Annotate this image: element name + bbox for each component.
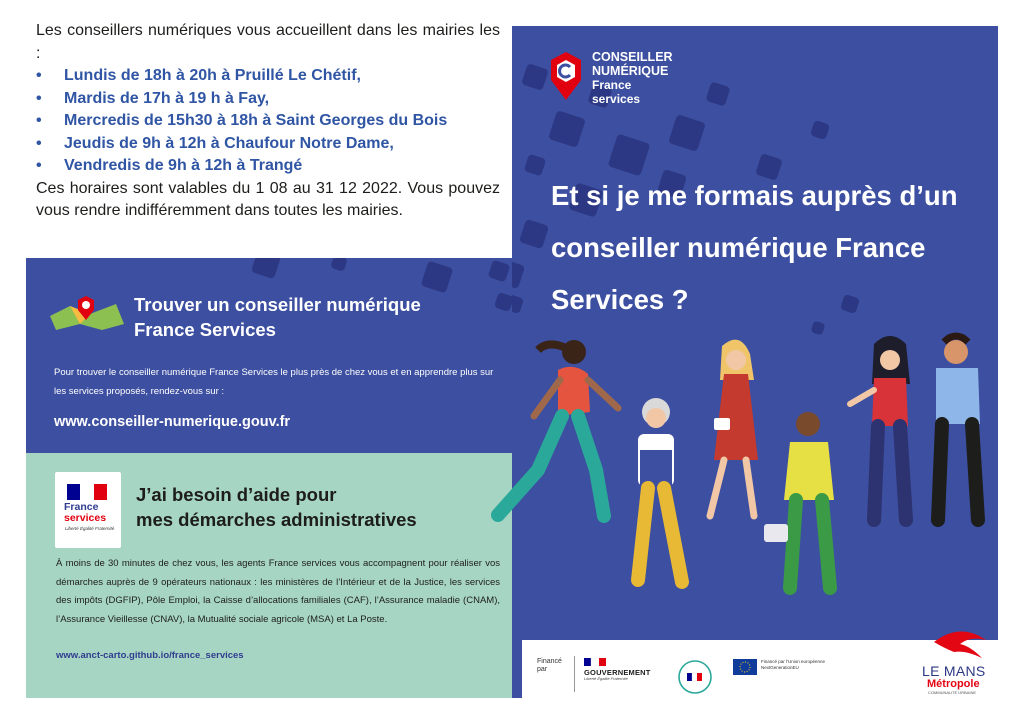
france-services-name — [64, 502, 106, 524]
person-illustration — [710, 340, 758, 516]
admin-help-title-line: J’ai besoin d’aide pour — [136, 484, 337, 505]
find-advisor-description: Pour trouver le conseiller numérique France Services le plus près de chez vous et en apprendre plus sur les services proposés, rendez-vous sur : — [54, 367, 494, 397]
conseiller-numerique-pin-icon — [548, 50, 584, 102]
bullet-icon: • — [36, 89, 42, 107]
person-illustration — [764, 412, 834, 588]
person-illustration — [638, 398, 682, 582]
bullet-icon: • — [36, 112, 42, 129]
conseiller-numerique-brand — [592, 50, 673, 106]
schedule-item-text: Vendredis de 9h à 12h à Trangé — [64, 157, 303, 174]
bullet-icon: • — [36, 67, 42, 84]
admin-help-title-line: mes démarches administratives — [136, 509, 417, 530]
schedule-outro: Ces horaires sont valables du 1 08 au 31 12 2022. Vous pouvez vous rendre indifféremment dans toutes les mairies. — [36, 179, 500, 219]
people-walking-illustration — [478, 320, 1018, 630]
schedule-intro: Les conseillers numériques vous accueillent dans les mairies les : — [36, 22, 500, 62]
schedule-item — [36, 65, 500, 88]
schedule-list — [36, 65, 500, 178]
admin-help-title — [136, 482, 417, 532]
republic-motto: Liberté Égalité Fraternité — [65, 526, 115, 531]
person-illustration — [850, 336, 910, 520]
schedule-item — [36, 155, 500, 178]
decorative-square — [810, 120, 830, 140]
brand-line: CONSEILLER — [592, 50, 673, 64]
france-services-line: France — [64, 501, 99, 513]
decorative-square — [421, 261, 454, 294]
decorative-square — [705, 81, 730, 106]
brand-line: services — [592, 92, 641, 106]
schedule-item-text: Mercredis de 15h30 à 18h à Saint Georges du Bois — [64, 112, 448, 129]
schedule-item-text: Lundis de 18h à 20h à Pruillé Le Chétif, — [64, 67, 361, 84]
person-illustration — [498, 340, 618, 516]
brand-line: NUMÉRIQUE — [592, 64, 669, 78]
le-mans-subtitle: COMMUNAUTÉ URBAINE — [928, 690, 977, 695]
france-services-logo — [55, 472, 121, 548]
marianne-flag-icon — [67, 484, 107, 500]
hero-headline: Et si je me formais auprès d’un conseiller numérique France Services ? — [551, 180, 958, 315]
schedule-item-text: Mardis de 17h à 19 h à Fay, — [64, 89, 270, 107]
schedule-item-text: Jeudis de 9h à 12h à Chaufour Notre Dame, — [64, 134, 394, 152]
bullet-icon: • — [36, 157, 42, 174]
find-advisor-title-line: Trouver un conseiller numérique — [134, 294, 421, 315]
france-relance-seal-icon — [677, 659, 713, 695]
gouvernement-logo — [584, 658, 651, 682]
decorative-square — [668, 114, 706, 152]
le-mans-metropole: Métropole — [927, 678, 980, 690]
divider — [574, 656, 575, 692]
decorative-square — [488, 260, 511, 283]
eu-flag-icon — [733, 659, 757, 675]
brand-line: France — [592, 78, 632, 92]
decorative-square — [548, 110, 586, 148]
schedule-item — [36, 133, 500, 156]
financed-by-label: Financé par — [537, 658, 562, 673]
schedule-item — [36, 110, 500, 133]
decorative-square — [519, 219, 549, 249]
france-services-map-link[interactable]: www.anct-carto.github.io/france_services — [56, 650, 244, 661]
find-advisor-title — [134, 292, 421, 342]
person-illustration — [936, 336, 980, 520]
gouvernement-name: GOUVERNEMENT — [584, 668, 651, 677]
decorative-square — [512, 259, 525, 289]
admin-help-description: À moins de 30 minutes de chez vous, les agents France services vous accompagnent pour réaliser vos démarches auprès de 9 opérateurs nationaux : les ministères de l’Intérieur et de la Justice, les services des impôts (DGFIP), Pôle Emploi, la Caisse d’allocations familiales (CAF), l’Assurance maladie (CNAM), l’Assurance Vieillesse (CNAV), la Mutualité sociale agricole (MSA) et La Poste. — [56, 558, 500, 625]
bullet-icon: • — [36, 134, 42, 152]
decorative-square — [494, 292, 514, 312]
france-services-line: services — [64, 512, 107, 524]
schedule-item — [36, 88, 500, 111]
schedule-info-box — [26, 14, 512, 258]
find-advisor-title-line: France Services — [134, 319, 276, 340]
decorative-square — [521, 63, 549, 91]
le-mans-name: LE MANS — [922, 663, 986, 679]
decorative-square — [512, 294, 524, 314]
decorative-square — [524, 154, 547, 177]
conseiller-numerique-link[interactable]: www.conseiller-numerique.gouv.fr — [54, 414, 291, 430]
eu-funding-text: Financé par l’Union européenne NextGenerationEU — [761, 659, 826, 670]
french-flag-icon — [584, 658, 606, 666]
map-pin-icon — [46, 294, 126, 332]
republic-motto: Liberté Égalité Fraternité — [584, 676, 628, 681]
